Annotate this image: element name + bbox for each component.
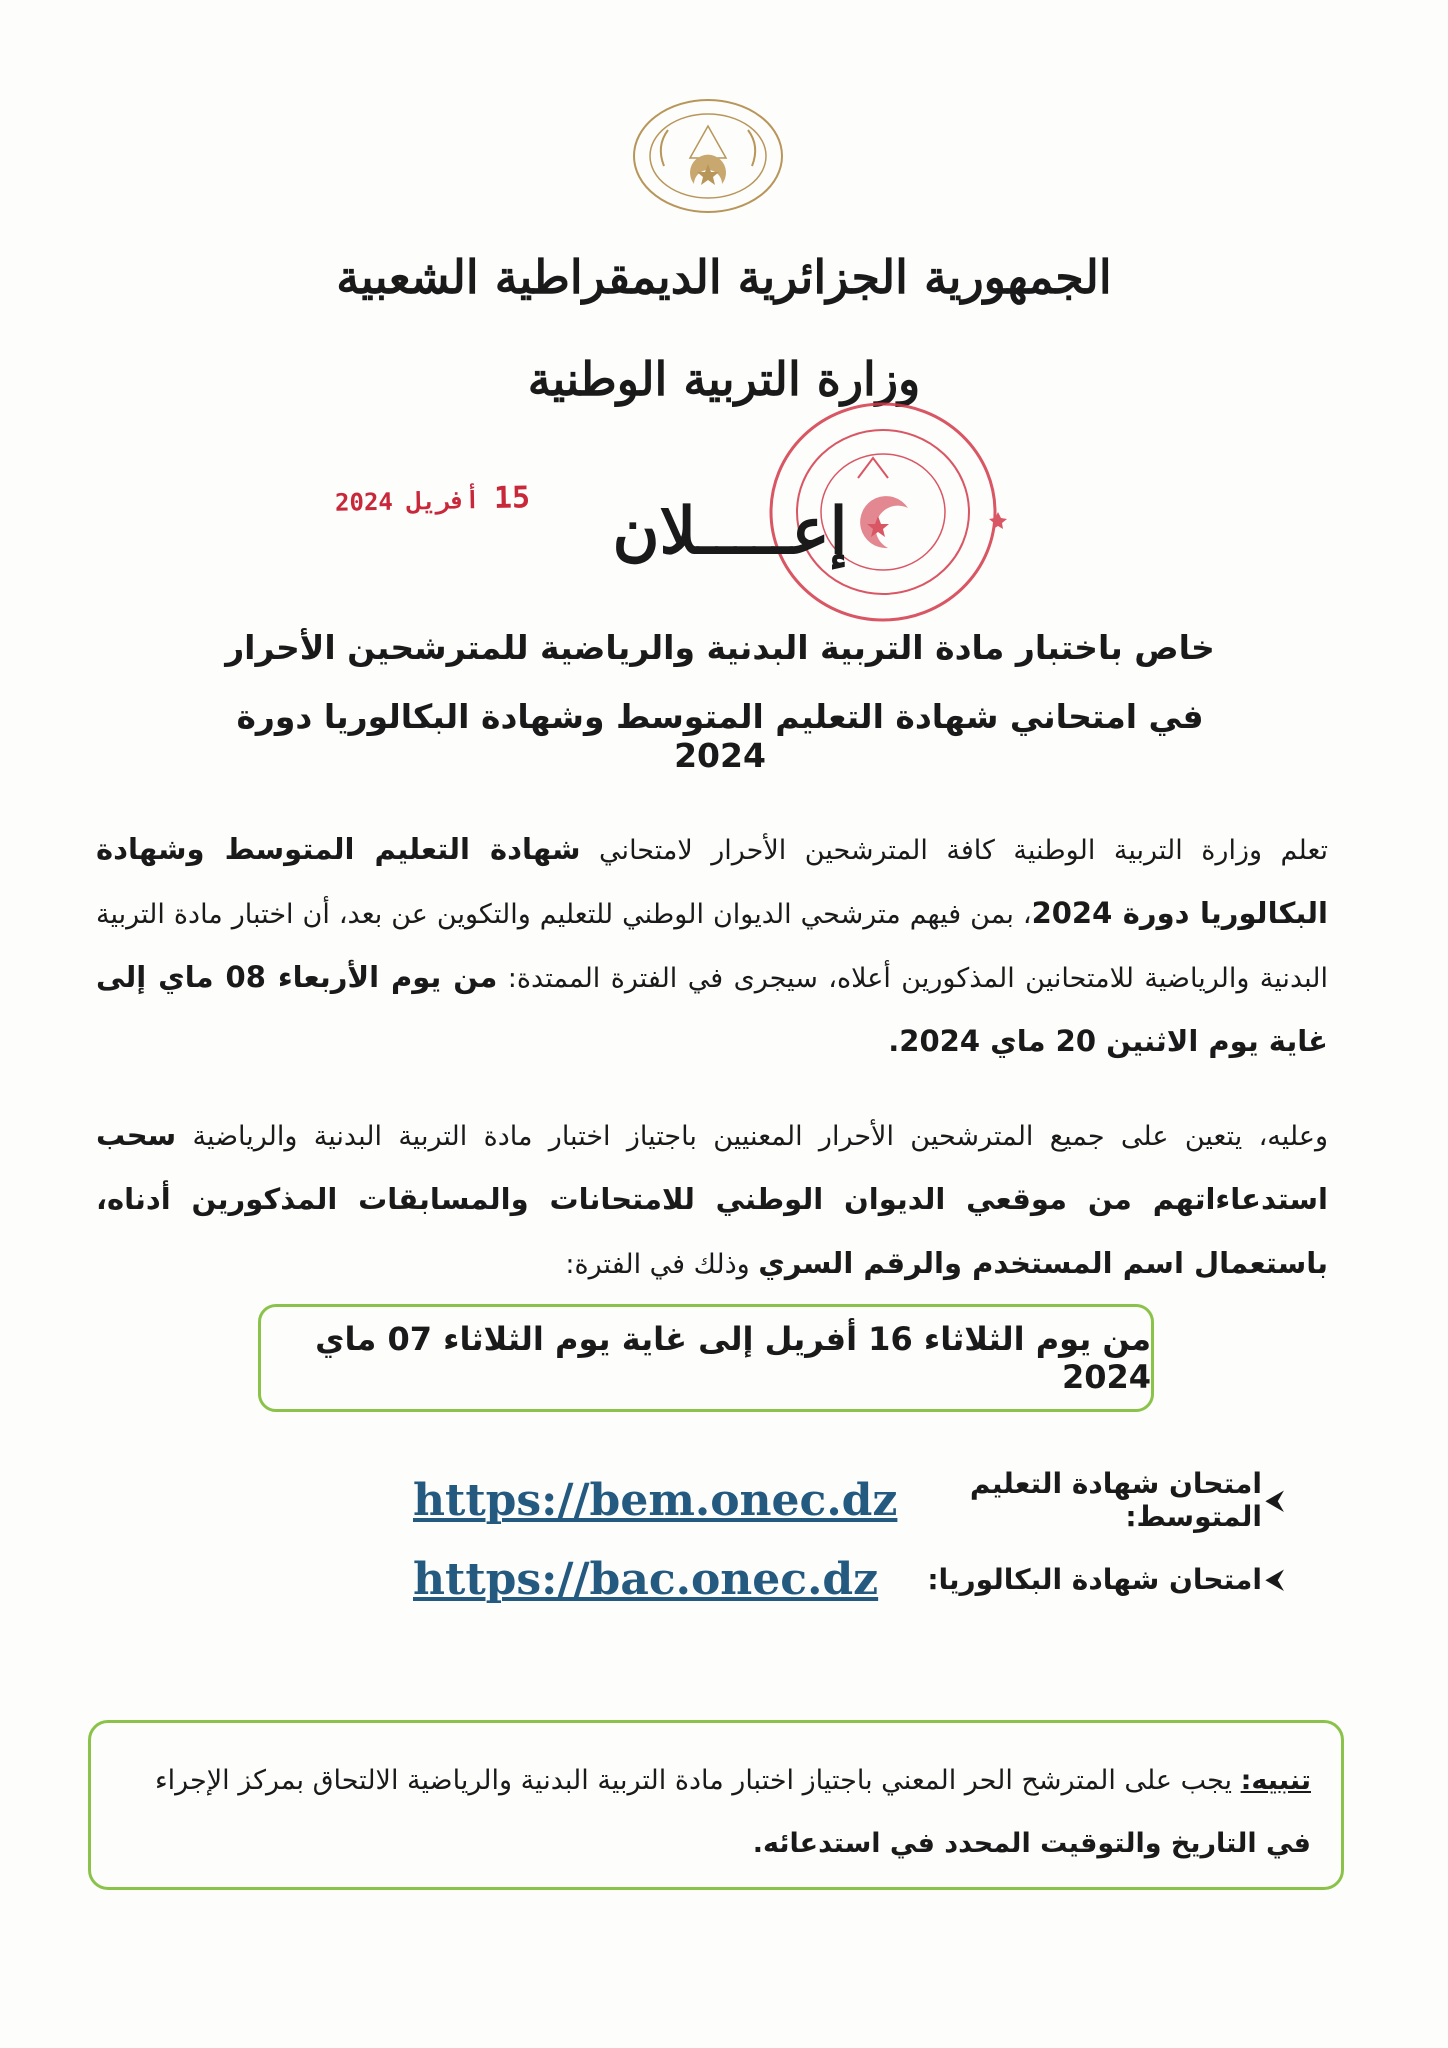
- exam-label-bac-text: امتحان شهادة البكالوريا:: [927, 1562, 1262, 1596]
- arrow-bullet-icon: ⮜: [1265, 1565, 1283, 1593]
- date-stamp-year: 2024: [334, 487, 394, 517]
- date-stamp-month: أفريل: [407, 486, 480, 516]
- exam-label-bac: [927, 1563, 1283, 1596]
- paragraph-1-text-b: ، بمن فيهم مترشحي الديوان الوطني للتعليم والتكوين عن بعد، أن اختبار مادة التربية البدنية والرياضية للامتحانين المذكورين أعلاه، سيجرى في الفترة الممتدة:: [96, 899, 1328, 994]
- national-emblem-icon: [628, 96, 788, 216]
- paragraph-1: [96, 818, 1328, 1074]
- exam-label-bem-text: امتحان شهادة التعليم المتوسط:: [969, 1467, 1262, 1533]
- paragraph-2-bold-a: سحب استدعاءاتهم من موقعي الديوان الوطني للامتحانات والمسابقات المذكورين أدناه، باستعمال اسم المستخدم والرقم السري: [96, 1118, 1328, 1280]
- date-stamp-day: 15: [493, 480, 531, 516]
- paragraph-1-bold-b: من يوم الأربعاء 08 ماي إلى غاية يوم الاثنين 20 ماي 2024.: [96, 960, 1328, 1058]
- republic-title: الجمهورية الجزائرية الديمقراطية الشعبية: [336, 250, 1112, 304]
- bac-link[interactable]: https://bac.onec.dz: [413, 1553, 879, 1605]
- subtitle-line-2: في امتحاني شهادة التعليم المتوسط وشهادة البكالوريا دورة 2024: [236, 697, 1204, 775]
- notice-label: تنبيه:: [1240, 1765, 1311, 1796]
- paragraph-2-text-b: وذلك في الفترة:: [565, 1249, 750, 1280]
- notice-text: يجب على المترشح الحر المعني باجتياز اختبار مادة التربية البدنية والرياضية الالتحاق بمركز الإجراء: [154, 1765, 1233, 1796]
- notice-bold-text: في التاريخ والتوقيت المحدد في استدعائه.: [752, 1828, 1311, 1859]
- bem-link[interactable]: https://bem.onec.dz: [413, 1474, 898, 1526]
- paragraph-1-text-a: تعلم وزارة التربية الوطنية كافة المترشحين الأحرار لامتحاني: [599, 835, 1328, 866]
- paragraph-1-bold-a: شهادة التعليم المتوسط وشهادة البكالوريا دورة 2024: [96, 832, 1328, 930]
- date-stamp: [335, 480, 531, 518]
- subtitle-line-1: خاص باختبار مادة التربية البدنية والرياضية للمترشحين الأحرار: [225, 628, 1215, 667]
- paragraph-2-text-a: وعليه، يتعين على جميع المترشحين الأحرار المعنيين باجتياز اختبار مادة التربية البدنية والرياضية: [192, 1121, 1328, 1152]
- paragraph-2: [96, 1104, 1328, 1296]
- period-box: من يوم الثلاثاء 16 أفريل إلى غاية يوم الثلاثاء 07 ماي 2024: [258, 1304, 1154, 1412]
- notice-box: [88, 1720, 1344, 1890]
- exam-row-bac: [273, 1549, 1283, 1609]
- announcement-title: إعـــــلان: [612, 494, 848, 569]
- arrow-bullet-icon: ⮜: [1265, 1486, 1283, 1514]
- ministry-title: وزارة التربية الوطنية: [527, 352, 921, 406]
- exam-row-bem: [273, 1467, 1283, 1533]
- exam-label-bem: [897, 1467, 1283, 1533]
